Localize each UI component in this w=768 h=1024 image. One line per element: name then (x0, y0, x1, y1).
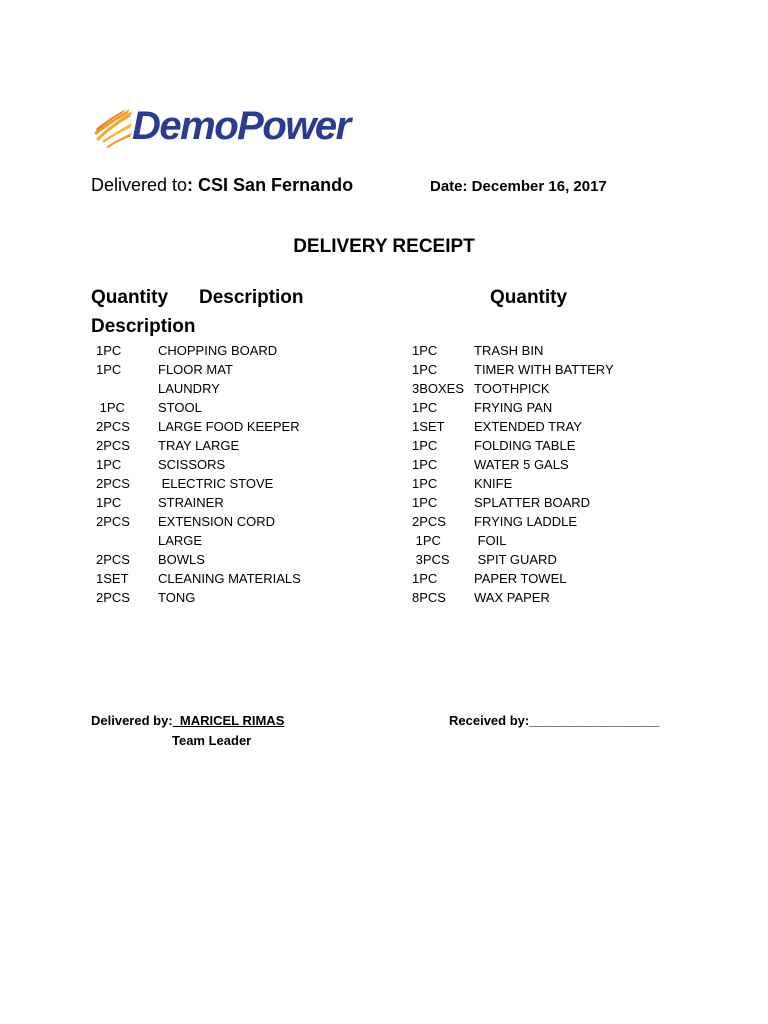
item-qty: 3BOXES (412, 381, 465, 396)
item-qty: 1SET (96, 571, 129, 586)
item-desc: LAUNDRY (158, 381, 220, 396)
item-desc: BOWLS (158, 552, 205, 567)
list-item (96, 512, 301, 531)
column-header-description: Description (199, 287, 304, 308)
item-qty: 1PC (412, 533, 441, 548)
delivered-by-role: Team Leader (172, 733, 252, 748)
list-item (96, 360, 301, 379)
item-desc: TRASH BIN (474, 343, 544, 358)
item-qty: 2PCS (96, 552, 130, 567)
item-desc: STOOL (158, 400, 202, 415)
delivered-by-label: Delivered by: (91, 713, 173, 728)
item-desc: EXTENSION CORD (158, 514, 276, 529)
item-qty: 1PC (412, 400, 438, 415)
item-qty: 2PCS (412, 514, 446, 529)
item-desc: EXTENDED TRAY (474, 419, 582, 434)
list-item (96, 550, 301, 569)
list-item (412, 569, 614, 588)
list-item (412, 493, 614, 512)
list-item (412, 512, 614, 531)
page-title: DELIVERY RECEIPT (293, 236, 475, 257)
received-by-field: Received by:__________________ (449, 713, 660, 728)
item-desc: WATER 5 GALS (474, 457, 569, 472)
list-item (412, 474, 614, 493)
delivered-to (91, 175, 353, 196)
swoosh-icon (92, 103, 136, 149)
item-desc: TRAY LARGE (158, 438, 240, 453)
right-item-list (412, 341, 614, 607)
item-desc: KNIFE (474, 476, 513, 491)
delivered-by-name: MARICEL RIMAS (172, 713, 285, 728)
item-desc: LARGE (158, 533, 203, 548)
list-item (412, 341, 614, 360)
item-qty: 2PCS (96, 419, 130, 434)
list-item (96, 569, 301, 588)
list-item (96, 341, 301, 360)
item-qty: 2PCS (96, 590, 130, 605)
item-desc: CHOPPING BOARD (158, 343, 278, 358)
item-qty: 1SET (412, 419, 445, 434)
list-item (96, 531, 301, 550)
item-desc: CLEANING MATERIALS (158, 571, 301, 586)
item-qty: 1PC (96, 343, 122, 358)
logo-wordmark: DemoPower (132, 104, 350, 148)
item-qty: 2PCS (96, 514, 130, 529)
item-desc: LARGE FOOD KEEPER (158, 419, 300, 434)
list-item (96, 398, 301, 417)
list-item (96, 436, 301, 455)
item-desc: FOLDING TABLE (474, 438, 576, 453)
item-qty: 1PC (96, 457, 122, 472)
item-desc: TIMER WITH BATTERY (474, 362, 614, 377)
column-header-quantity: Quantity (91, 287, 169, 308)
list-item (412, 379, 614, 398)
item-qty: 2PCS (96, 476, 130, 491)
item-desc: ELECTRIC STOVE (158, 476, 274, 491)
item-qty: 1PC (412, 343, 438, 358)
item-desc: FRYING PAN (474, 400, 553, 415)
item-qty: 2PCS (96, 438, 130, 453)
item-qty: 1PC (412, 438, 438, 453)
item-desc: SPIT GUARD (474, 552, 557, 567)
list-item (412, 360, 614, 379)
item-qty: 8PCS (412, 590, 446, 605)
list-item (96, 455, 301, 474)
item-desc: FLOOR MAT (158, 362, 233, 377)
list-item (96, 474, 301, 493)
list-item (412, 436, 614, 455)
item-desc: SPLATTER BOARD (474, 495, 591, 510)
list-item (96, 588, 301, 607)
item-desc: TOOTHPICK (474, 381, 550, 396)
item-desc: PAPER TOWEL (474, 571, 567, 586)
item-desc: TONG (158, 590, 196, 605)
item-qty: 3PCS (412, 552, 450, 567)
company-logo (92, 103, 357, 149)
list-item (96, 417, 301, 436)
list-item (96, 379, 301, 398)
item-qty: 1PC (412, 495, 438, 510)
list-item (412, 417, 614, 436)
item-qty: 1PC (412, 362, 438, 377)
list-item (412, 531, 614, 550)
delivered-to-label: Delivered to (91, 175, 188, 195)
item-qty: 1PC (96, 362, 122, 377)
column-header-description-2: Description (91, 316, 196, 337)
item-qty: 1PC (96, 400, 125, 415)
item-desc: STRAINER (158, 495, 224, 510)
delivered-to-value: : CSI San Fernando (187, 175, 354, 195)
list-item (412, 398, 614, 417)
column-header-quantity-2: Quantity (490, 287, 568, 308)
item-qty: 1PC (412, 457, 438, 472)
item-qty: 1PC (412, 476, 438, 491)
delivery-date: Date: December 16, 2017 (430, 178, 607, 195)
item-qty: 1PC (412, 571, 438, 586)
item-desc: WAX PAPER (474, 590, 550, 605)
left-item-list (96, 341, 301, 607)
item-desc: SCISSORS (158, 457, 226, 472)
list-item (412, 588, 614, 607)
list-item (412, 550, 614, 569)
item-qty: 1PC (96, 495, 122, 510)
list-item (96, 493, 301, 512)
list-item (412, 455, 614, 474)
delivered-by (91, 713, 284, 728)
item-desc: FOIL (474, 533, 507, 548)
item-desc: FRYING LADDLE (474, 514, 578, 529)
